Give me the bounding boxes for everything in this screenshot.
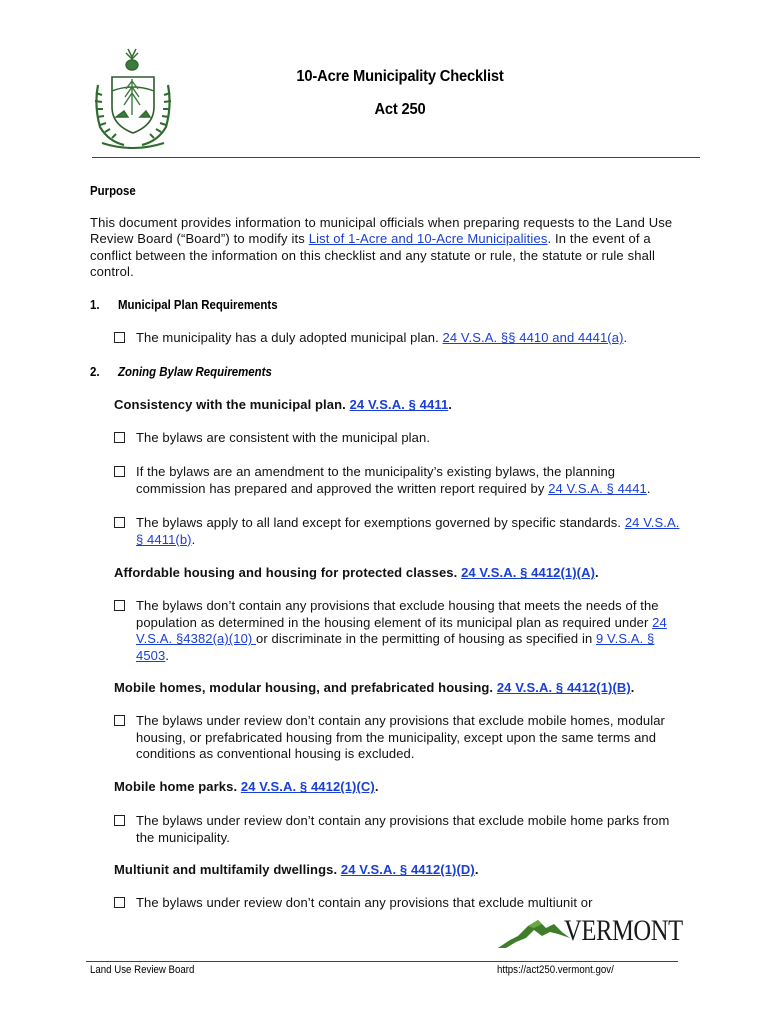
header-divider: [92, 157, 700, 158]
section-2-heading: Zoning Bylaw Requirements: [118, 364, 272, 379]
item-text: The bylaws don’t contain any provisions that exclude housing that meets the needs of the population as determined in the housing element of its municipal plan as required under: [136, 598, 659, 630]
item-text: The bylaws under review don’t contain any provisions that exclude mobile homes, modular housing, or prefabricated housing from the municipality, except upon the same terms and conditions as conventional housing is excluded.: [136, 713, 665, 762]
footer-divider: [86, 961, 678, 962]
purpose-paragraph: [90, 215, 690, 281]
purpose-text-2: . In the event of a conflict between the information on this checklist and any statute or rule, the statute or rule shall control.: [90, 231, 656, 280]
item-end: .: [165, 647, 170, 663]
checkbox[interactable]: [114, 517, 125, 528]
subheading-text: Consistency with the municipal plan.: [114, 397, 350, 412]
municipalities-list-link[interactable]: List of 1-Acre and 10-Acre Municipalities: [308, 231, 548, 247]
vermont-wordmark: VERMONT: [564, 914, 683, 947]
checklist-item: [114, 598, 684, 664]
footer-url[interactable]: https://act250.vermont.gov/: [497, 964, 614, 976]
checkbox[interactable]: [114, 815, 125, 826]
section-1-number: 1.: [90, 297, 100, 312]
subheading-text: Mobile homes, modular housing, and prefabricated housing.: [114, 680, 497, 695]
multiunit-subheading: [114, 862, 479, 877]
subheading-text: Multiunit and multifamily dwellings.: [114, 862, 341, 877]
mobile-homes-subheading: [114, 680, 635, 695]
item-text: The bylaws are consistent with the municipal plan.: [136, 430, 431, 445]
item-text: The bylaws under review don’t contain any provisions that exclude multiunit or: [136, 895, 593, 910]
statute-link[interactable]: 24 V.S.A. § 4412(1)(C): [240, 779, 375, 794]
checkbox[interactable]: [114, 432, 125, 443]
footer-left: Land Use Review Board: [90, 964, 195, 976]
item-text-mid: or discriminate in the permitting of housing as specified in: [256, 631, 596, 647]
subheading-end: .: [448, 397, 452, 412]
statute-link[interactable]: 9 V.S.A. § 4503: [136, 631, 655, 663]
item-text: The bylaws under review don’t contain any provisions that exclude mobile home parks from the municipality.: [136, 813, 670, 845]
statute-link[interactable]: 24 V.S.A. § 4411(b): [136, 515, 680, 547]
vermont-logo: [498, 912, 682, 952]
checklist-item: [114, 713, 684, 763]
subheading-text: Mobile home parks.: [114, 779, 241, 794]
statute-link[interactable]: 24 V.S.A. §4382(a)(10): [136, 614, 667, 647]
statute-link[interactable]: 24 V.S.A. § 4412(1)(A): [461, 565, 596, 580]
subheading-end: .: [630, 680, 635, 695]
checklist-item: [114, 330, 684, 347]
checkbox[interactable]: [114, 600, 125, 611]
section-2-number: 2.: [90, 364, 100, 379]
section-1-heading: Municipal Plan Requirements: [118, 297, 278, 312]
checklist-item: [114, 515, 684, 548]
checkbox[interactable]: [114, 715, 125, 726]
item-end: .: [646, 480, 651, 496]
consistency-subheading: [114, 397, 452, 412]
vermont-seal-icon: [88, 45, 178, 157]
checklist-item: [114, 464, 684, 497]
subheading-end: .: [595, 565, 599, 580]
checklist-item: [114, 813, 684, 846]
page-subtitle: Act 250: [374, 101, 426, 118]
subheading-end: .: [374, 779, 379, 794]
checklist-item: [114, 895, 684, 912]
checkbox[interactable]: [114, 332, 125, 343]
purpose-heading: Purpose: [90, 183, 136, 198]
checkbox[interactable]: [114, 466, 125, 477]
affordable-subheading: [114, 565, 599, 580]
item-end: .: [623, 330, 628, 345]
checklist-item: [114, 430, 684, 447]
mobile-home-parks-subheading: [114, 779, 379, 794]
item-end: .: [191, 531, 196, 547]
mountain-icon: [498, 918, 570, 950]
item-text: The municipality has a duly adopted municipal plan.: [136, 330, 443, 345]
statute-link[interactable]: 24 V.S.A. § 4412(1)(B): [496, 680, 631, 695]
item-text: The bylaws apply to all land except for exemptions governed by specific standards.: [136, 515, 625, 530]
statute-link[interactable]: 24 V.S.A. § 4411: [349, 397, 449, 412]
checkbox[interactable]: [114, 897, 125, 908]
subheading-text: Affordable housing and housing for protected classes.: [114, 565, 462, 580]
statute-link[interactable]: 24 V.S.A. § 4441: [548, 480, 647, 496]
item-text: If the bylaws are an amendment to the municipality’s existing bylaws, the planning commission has prepared and approved the written report required by: [136, 464, 616, 496]
purpose-text-1: This document provides information to municipal officials when preparing requests to the Land Use Review Board (“Board”) to modify its: [90, 215, 673, 247]
page-title: 10-Acre Municipality Checklist: [296, 68, 504, 85]
statute-link[interactable]: 24 V.S.A. § 4412(1)(D): [340, 862, 475, 877]
statute-link[interactable]: 24 V.S.A. §§ 4410 and 4441(a): [442, 330, 624, 345]
subheading-end: .: [474, 862, 479, 877]
